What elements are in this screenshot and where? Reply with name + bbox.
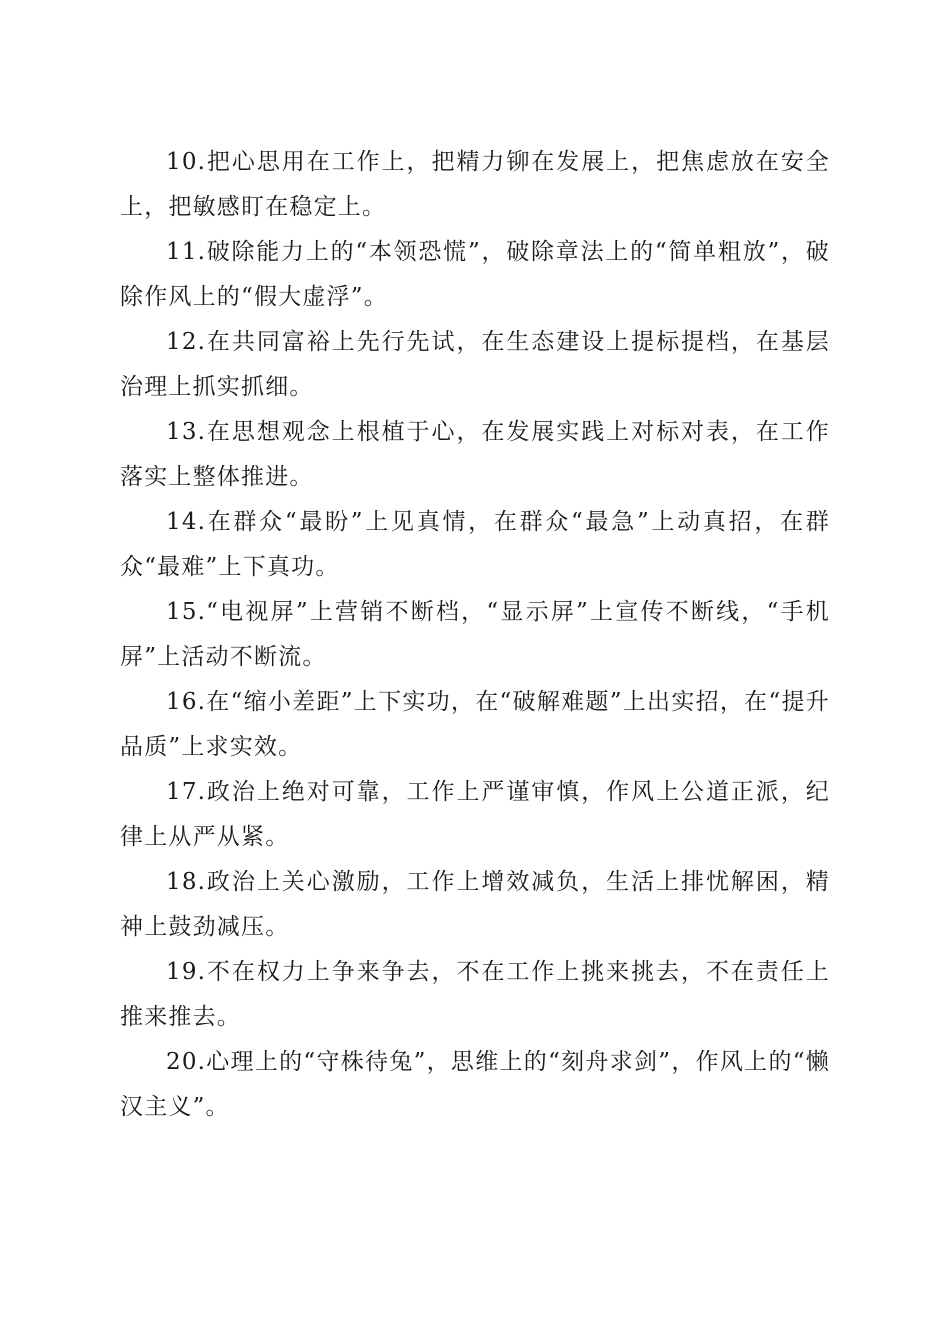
paragraph-11: 11.破除能力上的“本领恐慌”，破除章法上的“简单粗放”，破除作风上的“假大虚浮”。 [120,239,830,310]
paragraph-17: 17.政治上绝对可靠，工作上严谨审慎，作风上公道正派，纪律上从严从紧。 [120,779,830,850]
paragraph-18: 18.政治上关心激励，工作上增效减负，生活上排忧解困，精神上鼓劲减压。 [120,869,830,940]
document-body [120,140,830,1130]
paragraph-16: 16.在“缩小差距”上下实功，在“破解难题”上出实招，在“提升品质”上求实效。 [120,689,830,760]
paragraph-15: 15.“电视屏”上营销不断档，“显示屏”上宣传不断线，“手机屏”上活动不断流。 [120,599,830,670]
paragraph-19: 19.不在权力上争来争去，不在工作上挑来挑去，不在责任上推来推去。 [120,959,830,1030]
paragraph-20: 20.心理上的“守株待兔”，思维上的“刻舟求剑”，作风上的“懒汉主义”。 [120,1049,830,1120]
paragraph-12: 12.在共同富裕上先行先试，在生态建设上提标提档，在基层治理上抓实抓细。 [120,329,830,400]
paragraph-13: 13.在思想观念上根植于心，在发展实践上对标对表，在工作落实上整体推进。 [120,419,830,490]
paragraph-14: 14.在群众“最盼”上见真情，在群众“最急”上动真招，在群众“最难”上下真功。 [120,509,830,580]
paragraph-10: 10.把心思用在工作上，把精力铆在发展上，把焦虑放在安全上，把敏感盯在稳定上。 [120,149,830,220]
